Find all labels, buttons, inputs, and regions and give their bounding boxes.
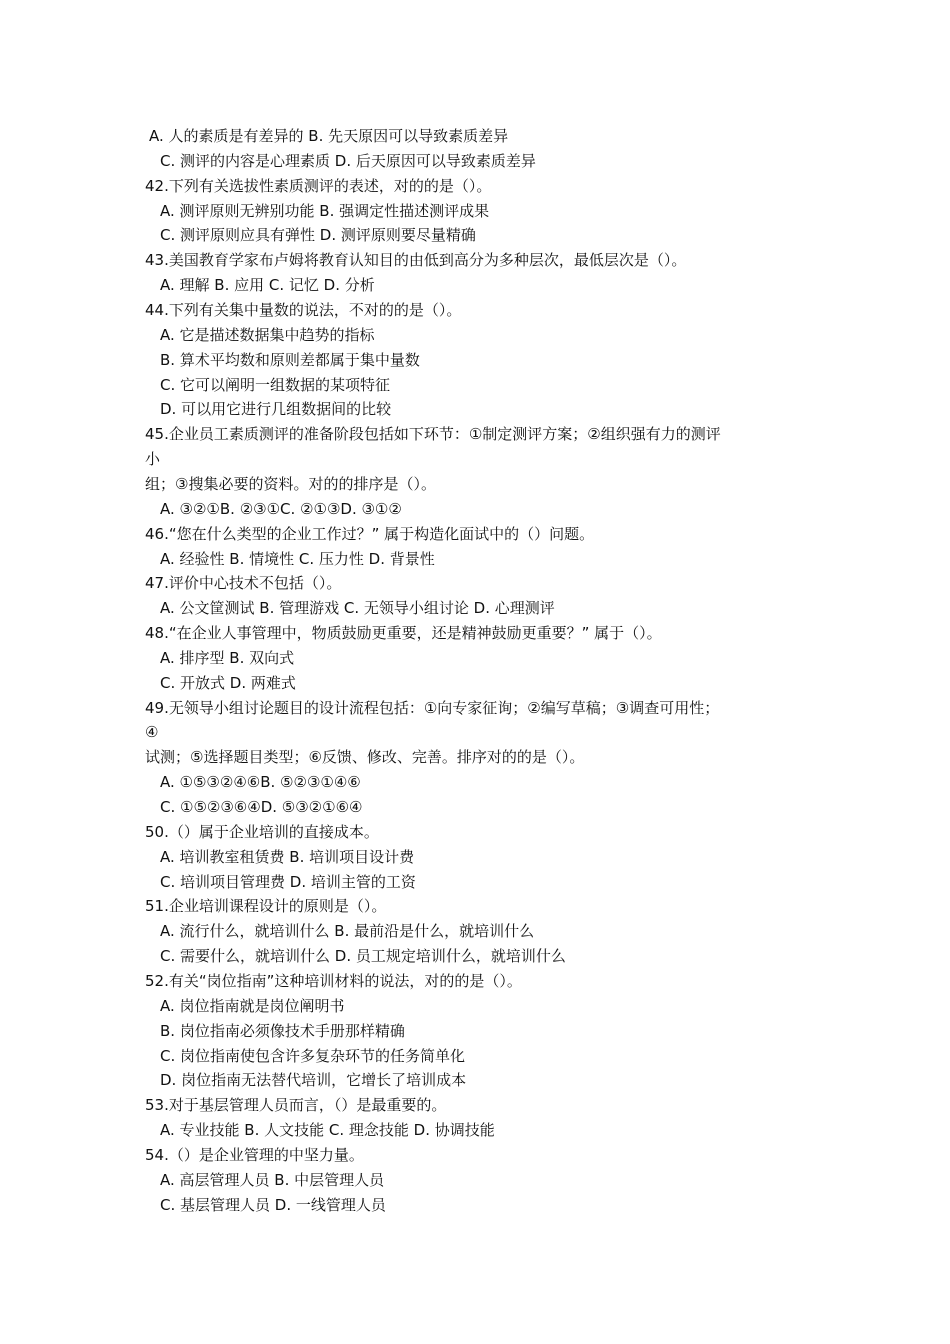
- option-line: C. 需要什么，就培训什么 D. 员工规定培训什么，就培训什么: [160, 947, 566, 966]
- option-line: A. ①⑤③②④⑥B. ⑤②③①④⑥: [160, 773, 361, 792]
- question-line: 51.企业培训课程设计的原则是（）。: [145, 897, 387, 916]
- question-line: 45.企业员工素质测评的准备阶段包括如下环节：①制定测评方案；②组织强有力的测评: [145, 425, 721, 444]
- option-line: A. 它是描述数据集中趋势的指标: [160, 325, 375, 344]
- option-line: A. 高层管理人员 B. 中层管理人员: [160, 1170, 385, 1189]
- option-line: C. 开放式 D. 两难式: [160, 673, 296, 692]
- question-line: 50.（）属于企业培训的直接成本。: [145, 822, 379, 841]
- question-line: 组；③搜集必要的资料。对的的排序是（）。: [145, 474, 436, 493]
- option-line: B. 算术平均数和原则差都属于集中量数: [160, 350, 420, 369]
- option-line: A. ③②①B. ②③①C. ②①③D. ③①②: [160, 499, 402, 518]
- option-line: A. 岗位指南就是岗位阐明书: [160, 996, 345, 1015]
- question-line: 44.下列有关集中量数的说法，不对的的是（）。: [145, 301, 462, 319]
- question-line: 52.有关“岗位指南”这种培训材料的说法，对的的是（）。: [145, 971, 522, 990]
- question-line: ④: [145, 723, 159, 742]
- question-line: 48.“在企业人事管理中，物质鼓励更重要，还是精神鼓励更重要？” 属于（）。: [145, 624, 662, 642]
- option-line: C. 它可以阐明一组数据的某项特征: [160, 375, 391, 394]
- option-line: C. 培训项目管理费 D. 培训主管的工资: [160, 872, 416, 891]
- option-line: C. 测评的内容是心理素质 D. 后天原因可以导致素质差异: [160, 151, 536, 170]
- option-line: A. 排序型 B. 双向式: [160, 648, 295, 667]
- question-line: 42.下列有关选拔性素质测评的表述，对的的是（）。: [145, 176, 492, 195]
- question-line: 49.无领导小组讨论题目的设计流程包括：①向专家征询；②编写草稿；③调查可用性；: [145, 698, 720, 717]
- option-line: A. 培训教室租赁费 B. 培训项目设计费: [160, 847, 415, 866]
- question-line: 46.“您在什么类型的企业工作过？” 属于构造化面试中的（）问题。: [145, 524, 595, 543]
- option-line: C. 测评原则应具有弹性 D. 测评原则要尽量精确: [160, 226, 476, 245]
- option-line: C. 岗位指南使包含许多复杂环节的任务简单化: [160, 1046, 466, 1065]
- question-line: 53.对于基层管理人员而言，（）是最重要的。: [145, 1096, 447, 1115]
- question-line: 小: [145, 450, 161, 469]
- option-line: D. 可以用它进行几组数据间的比较: [160, 400, 392, 419]
- option-line: A. 测评原则无辨别功能 B. 强调定性描述测评成果: [160, 201, 490, 220]
- option-line: C. ①⑤②③⑥④D. ⑤③②①⑥④: [160, 798, 363, 816]
- option-line: B. 岗位指南必须像技术手册那样精确: [160, 1021, 405, 1040]
- option-line: A. 理解 B. 应用 C. 记忆 D. 分析: [160, 276, 375, 295]
- option-line: A. 人的素质是有差异的 B. 先天原因可以导致素质差异: [149, 127, 509, 145]
- option-line: A. 公文筐测试 B. 管理游戏 C. 无领导小组讨论 D. 心理测评: [160, 599, 555, 618]
- option-line: C. 基层管理人员 D. 一线管理人员: [160, 1195, 386, 1214]
- option-line: D. 岗位指南无法替代培训，它增长了培训成本: [160, 1071, 467, 1090]
- option-line: A. 流行什么，就培训什么 B. 最前沿是什么，就培训什么: [160, 922, 535, 941]
- question-line: 43.美国教育学家布卢姆将教育认知目的由低到高分为多种层次，最低层次是（）。: [145, 251, 687, 270]
- question-line: 54.（）是企业管理的中坚力量。: [145, 1145, 364, 1164]
- option-line: A. 专业技能 B. 人文技能 C. 理念技能 D. 协调技能: [160, 1121, 495, 1139]
- question-line: 47.评价中心技术不包括（）。: [145, 574, 342, 593]
- question-line: 试测；⑤选择题目类型；⑥反馈、修改、完善。排序对的的是（）。: [145, 748, 585, 767]
- option-line: A. 经验性 B. 情境性 C. 压力性 D. 背景性: [160, 549, 435, 568]
